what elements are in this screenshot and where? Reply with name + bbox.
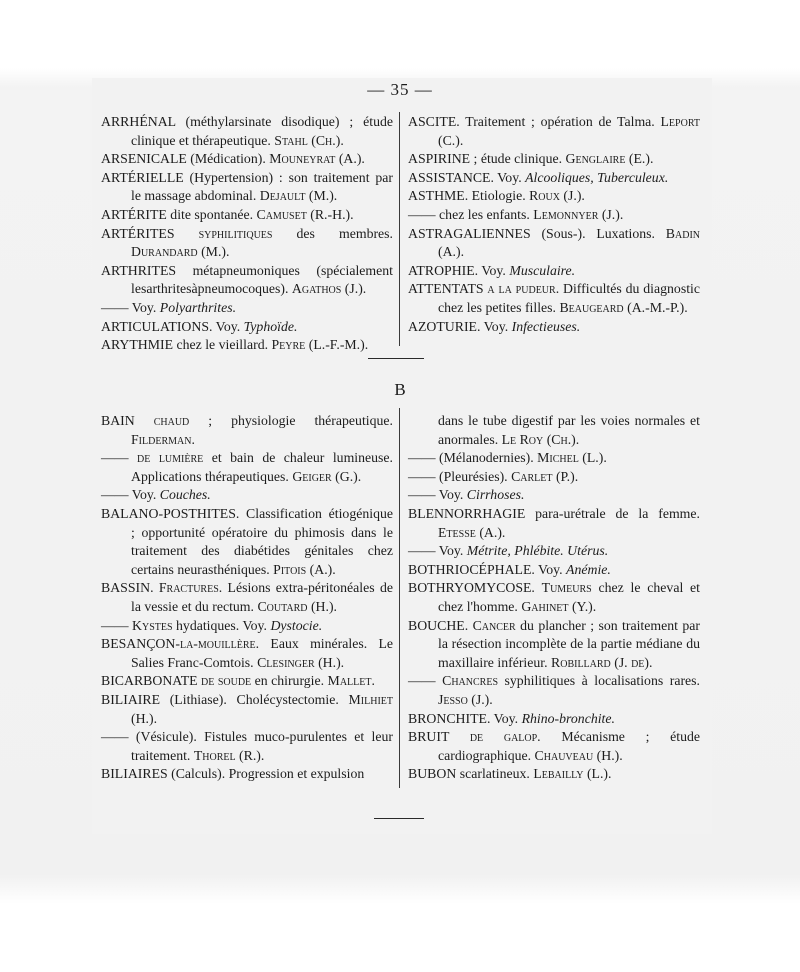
author-or-term: Carlet (P.).	[511, 468, 579, 484]
author-or-term: a la pudeur.	[487, 281, 560, 297]
entry-text: ASTRAGALIENNES (Sous-). Luxations.	[408, 225, 666, 241]
entry-text: BOUCHE.	[408, 617, 473, 633]
entry-text: ASCITE. Traitement ; opération de Talma.	[408, 114, 661, 129]
entry-text: ARRHÉNAL (méthylarsinate disodique) ; étude clinique et thérapeutique.	[101, 114, 393, 148]
index-entry	[101, 150, 393, 169]
author-or-term: Gahinet (Y.).	[521, 598, 597, 614]
author-or-term: Stahl (Ch.).	[274, 132, 344, 148]
author-or-term: Lebailly (L.).	[533, 766, 612, 782]
column-divider	[399, 408, 400, 788]
entry-text: BALANO-POSTHITES. Classification étiogénique ; opportunité opératoire du phimosis dans le traitement des diabétides génitales chez certains neurasthéniques.	[101, 505, 393, 577]
entry-text: ——	[101, 450, 138, 466]
index-entry	[408, 617, 700, 673]
index-entry	[408, 765, 700, 784]
author-or-term: Pitois (A.).	[273, 561, 336, 577]
column-divider	[399, 112, 400, 346]
index-entry	[408, 449, 700, 468]
entry-text: hydatiques. Voy.	[172, 617, 271, 633]
entry-text: du plancher ; son traitement par la résection incomplète de la partie médiane du maxillaire inférieur.	[438, 617, 701, 670]
entry-text: des membres.	[272, 225, 393, 241]
author-or-term: Lemonnyer (J.).	[533, 206, 624, 222]
author-or-term: de galop.	[469, 729, 541, 745]
author-or-term: Agathos (J.).	[291, 281, 367, 297]
author-or-term: Beaugeard (A.-M.-P.).	[559, 299, 688, 315]
entry-text: BRUIT	[408, 729, 470, 745]
entry-text: ASTHME. Etiologie.	[408, 188, 530, 204]
entry-text: —— (Vésicule). Fistules muco-purulentes et leur traitement.	[101, 729, 393, 763]
author-or-term: Dejault (M.).	[259, 188, 338, 204]
entry-text: BUBON scarlatineux.	[408, 766, 534, 782]
index-entry	[408, 728, 700, 765]
author-or-term: de lumière	[137, 450, 204, 466]
author-or-term: Thorel (R.).	[193, 747, 265, 763]
cross-reference: Typhoïde.	[243, 318, 298, 334]
entry-text: Mécanisme ; étude cardiographique.	[438, 729, 700, 763]
entry-text: —— Voy.	[408, 487, 467, 503]
index-entry	[101, 505, 393, 579]
index-entry	[101, 691, 393, 728]
author-or-term: Etesse (A.).	[438, 524, 506, 540]
entry-text: ARTICULATIONS. Voy.	[101, 318, 244, 334]
index-entry	[101, 336, 393, 355]
index-entry	[408, 505, 700, 542]
author-or-term: Chauveau (H.).	[534, 747, 623, 763]
author-or-term: Tumeurs	[541, 580, 592, 596]
entry-text: en chirurgie.	[251, 673, 328, 689]
index-entry	[408, 187, 700, 206]
entry-text: ATTENTATS	[408, 281, 488, 297]
index-entry	[101, 299, 393, 318]
entry-text: BAIN	[101, 413, 154, 428]
author-or-term: Kystes	[132, 617, 173, 633]
index-entry	[101, 412, 393, 449]
entry-text: —— Voy.	[101, 299, 160, 315]
author-or-term: Michel (L.).	[537, 450, 607, 466]
author-or-term: syphilitiques	[198, 225, 273, 241]
author-or-term: Genglaire (E.).	[565, 151, 654, 167]
index-entry	[408, 710, 700, 729]
author-or-term: chaud	[153, 413, 190, 428]
entry-text: Eaux minérales. Le Salies Franc-Comtois.	[131, 636, 393, 670]
section-divider	[368, 358, 424, 359]
section-b-left-column	[101, 412, 393, 784]
index-entry	[101, 113, 393, 150]
end-rule	[374, 818, 424, 819]
cross-reference: Dystocie.	[270, 617, 323, 633]
index-entry	[101, 206, 393, 225]
index-entry	[408, 542, 700, 561]
entry-text: chez le cheval et chez l'homme.	[438, 580, 700, 614]
entry-text: syphilitiques à localisations rares.	[498, 673, 700, 689]
author-or-term: Badin (A.).	[438, 225, 700, 260]
entry-text: ASPIRINE ; étude clinique.	[408, 151, 566, 167]
cross-reference: Cirrhoses.	[466, 487, 525, 503]
cross-reference: Polyarthrites.	[159, 299, 237, 315]
index-entry	[101, 225, 393, 262]
entry-text: BASSIN.	[101, 580, 159, 596]
author-or-term: Coutard (H.).	[257, 598, 338, 614]
entry-text: —— Voy.	[101, 487, 160, 503]
index-entry	[408, 468, 700, 487]
author-or-term: Geiger (G.).	[292, 468, 362, 484]
section-a-right-column	[408, 113, 700, 336]
page-number: — 35 —	[367, 80, 433, 99]
index-entry	[408, 486, 700, 505]
entry-text: BICARBONATE	[101, 673, 202, 689]
entry-text: et bain de chaleur lumineuse. Applications thérapeutiques.	[131, 450, 393, 484]
author-or-term: Milhiet (H.).	[131, 691, 393, 726]
entry-text: —— chez les enfants.	[408, 206, 534, 222]
index-entry	[408, 318, 700, 337]
cross-reference: Métrite, Phlébite. Utérus.	[466, 543, 609, 559]
author-or-term: Leport (C.).	[438, 114, 700, 148]
section-b-right-column	[408, 412, 700, 784]
author-or-term: Robillard (J. de).	[551, 654, 653, 670]
author-or-term: Fractures.	[158, 580, 223, 596]
index-entry	[408, 225, 700, 262]
cross-reference: Alcooliques, Tuberculeux.	[525, 169, 669, 185]
index-entry	[408, 262, 700, 281]
entry-text: ——	[101, 617, 133, 633]
index-entry	[408, 280, 700, 317]
entry-text: —— (Pleurésies).	[408, 468, 512, 484]
entry-text: Difficultés du diagnostic chez les petites filles.	[438, 281, 700, 315]
index-entry	[408, 206, 700, 225]
author-or-term: de soude	[201, 673, 252, 689]
entry-text: —— Voy.	[408, 543, 467, 559]
index-entry	[101, 449, 393, 486]
index-entry	[101, 318, 393, 337]
index-entry	[101, 672, 393, 691]
entry-text: ARSENICALE (Médication).	[101, 151, 270, 167]
entry-text: ARTHRITES métapneumoniques (spécialement lesarthritesàpneumocoques).	[101, 262, 393, 297]
section-heading-b: B	[394, 380, 406, 399]
author-or-term: Le Roy (Ch.).	[501, 431, 580, 447]
section-a-left-column	[101, 113, 393, 355]
entry-text: ARTÉRITES	[101, 225, 199, 241]
index-entry	[101, 765, 393, 784]
entry-text: AZOTURIE. Voy.	[408, 318, 512, 334]
entry-text: BOTHRIOCÉPHALE. Voy.	[408, 561, 567, 577]
author-or-term: Peyre (L.-F.-M.).	[271, 337, 369, 353]
entry-text: ARTÉRITE dite spontanée.	[101, 206, 257, 222]
entry-text: ARYTHMIE chez le vieillard.	[101, 337, 272, 353]
author-or-term: la-mouillère.	[179, 636, 260, 652]
index-entry	[101, 579, 393, 616]
author-or-term: Roux (J.).	[529, 188, 585, 204]
index-entry	[101, 486, 393, 505]
author-or-term: Chancres	[442, 673, 499, 689]
entry-text: BILIAIRE (Lithiase). Cholécystectomie.	[101, 691, 349, 707]
entry-text: —— (Mélanodernies).	[408, 450, 538, 466]
index-entry	[101, 617, 393, 636]
entry-text: ; physiologie thérapeutique.	[189, 413, 393, 428]
entry-text: dans le tube digestif par les voies normales et anormales.	[438, 413, 700, 447]
index-entry	[408, 579, 700, 616]
entry-text: BESANÇON-	[101, 636, 180, 652]
entry-text: Lésions extra-péritonéales de la vessie et du rectum.	[131, 580, 393, 614]
entry-text: BILIAIRES (Calculs). Progression et expulsion	[101, 766, 365, 782]
cross-reference: Infectieuses.	[511, 318, 581, 334]
entry-text: ASSISTANCE. Voy.	[408, 169, 526, 185]
author-or-term: Jesso (J.).	[438, 691, 493, 707]
index-entry	[408, 561, 700, 580]
entry-text: BLENNORRHAGIE para-urétrale de la femme.	[408, 505, 700, 521]
author-or-term: Mallet.	[327, 673, 375, 689]
author-or-term: Filderman.	[131, 431, 195, 447]
index-entry	[408, 150, 700, 169]
entry-text: BRONCHITE. Voy.	[408, 710, 522, 726]
index-entry	[101, 728, 393, 765]
entry-text: BOTHRYOMYCOSE.	[408, 580, 542, 596]
cross-reference: Musculaire.	[509, 262, 576, 278]
author-or-term: Mouneyrat (A.).	[269, 151, 365, 167]
index-entry	[101, 169, 393, 206]
author-or-term: Durandard (M.).	[131, 244, 230, 260]
cross-reference: Couches.	[159, 487, 211, 503]
entry-text: ATROPHIE. Voy.	[408, 262, 510, 278]
cross-reference: Rhino-bronchite.	[521, 710, 615, 726]
index-entry	[101, 262, 393, 299]
author-or-term: Camuset (R.-H.).	[256, 206, 354, 222]
author-or-term: Cancer	[472, 617, 516, 633]
author-or-term: Clesinger (H.).	[257, 654, 345, 670]
index-entry	[408, 113, 700, 150]
index-entry	[408, 412, 700, 449]
index-entry	[101, 635, 393, 672]
entry-text: ——	[408, 673, 443, 689]
cross-reference: Anémie.	[566, 561, 611, 577]
entry-text: ARTÉRIELLE (Hypertension) : son traitement par le massage abdominal.	[101, 169, 393, 204]
index-entry	[408, 169, 700, 188]
index-entry	[408, 672, 700, 709]
